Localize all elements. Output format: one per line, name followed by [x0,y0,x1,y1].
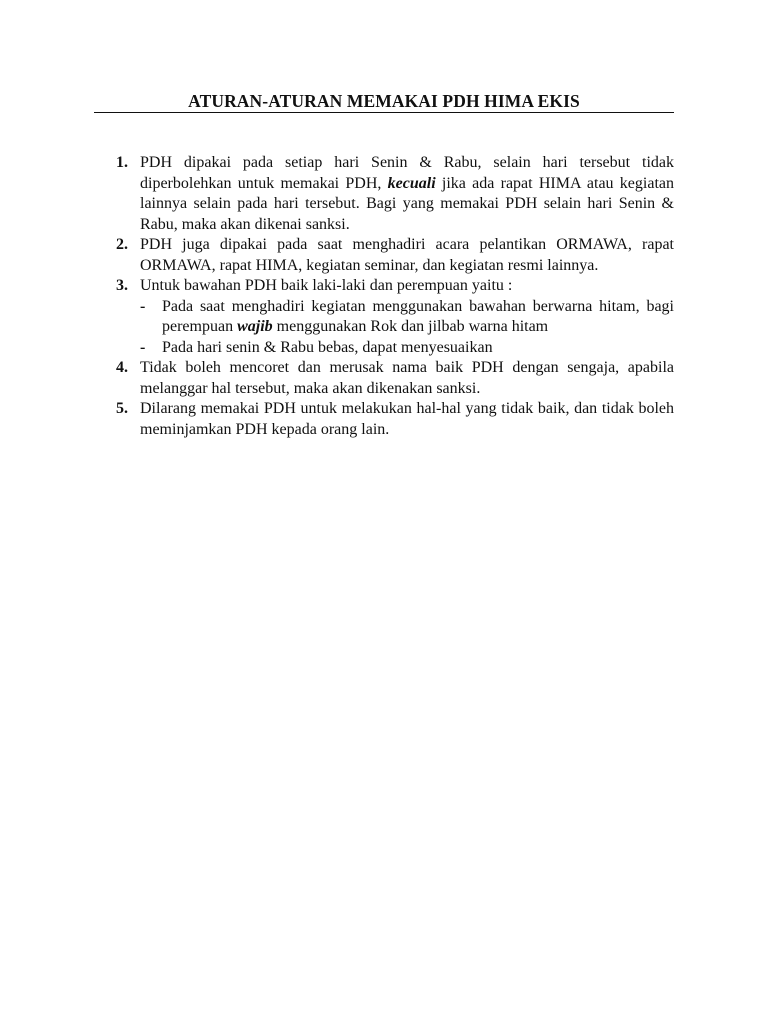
rule-text: Dilarang memakai PDH untuk melakukan hal-hal yang tidak baik, dan tidak boleh meminjamkan PDH kepada orang lain. [140,400,674,438]
rule-number: 1. [116,154,128,171]
subitem-text-part: menggunakan Rok dan jilbab warna hitam [272,318,549,335]
rule-text-part: jika ada rapat HIMA atau kegiatan lainnya selain pada hari tersebut. Bagi yang memakai PDH selain hari Senin & Rabu, maka akan dikenai sanksi. [140,174,674,233]
rule-emphasis: kecuali [387,174,436,192]
rule-text [140,153,674,235]
rule-text: Tidak boleh mencoret dan merusak nama baik PDH dengan sengaja, apabila melanggar hal tersebut, maka akan dikenakan sanksi. [140,359,674,397]
rule-item-2 [110,235,674,276]
subitem-bullet: - [140,297,146,315]
rules-list [110,153,674,440]
rule-item-1 [110,153,674,235]
subitem-emphasis: wajib [237,318,273,335]
rule-text: PDH juga dipakai pada saat menghadiri acara pelantikan ORMAWA, rapat ORMAWA, rapat HIMA, kegiatan seminar, dan kegiatan resmi lainnya. [140,236,674,274]
rule-item-4 [110,358,674,399]
subitem-list [140,297,674,359]
title-underline [94,112,674,113]
subitem-bullet: - [140,338,146,356]
rule-text-part: PDH dipakai pada setiap hari Senin & Rabu, selain hari tersebut tidak diperbolehkan untuk memakai PDH, [140,154,674,192]
rule-item-5 [110,399,674,440]
document-title: ATURAN-ATURAN MEMAKAI PDH HIMA EKIS [188,91,580,111]
rule-number: 2. [116,236,128,253]
rule-number: 5. [116,400,128,417]
rule-number: 3. [116,277,128,294]
subitem-1 [140,297,674,338]
subitem-text-part: Pada saat menghadiri kegiatan menggunakan bawahan berwarna hitam, bagi perempuan [162,297,674,335]
rule-item-3 [110,276,674,358]
rule-text: Untuk bawahan PDH baik laki-laki dan perempuan yaitu : [140,277,513,294]
subitem-text: Pada hari senin & Rabu bebas, dapat menyesuaikan [162,338,493,356]
subitem-2 [140,338,674,359]
rule-number: 4. [116,359,128,376]
